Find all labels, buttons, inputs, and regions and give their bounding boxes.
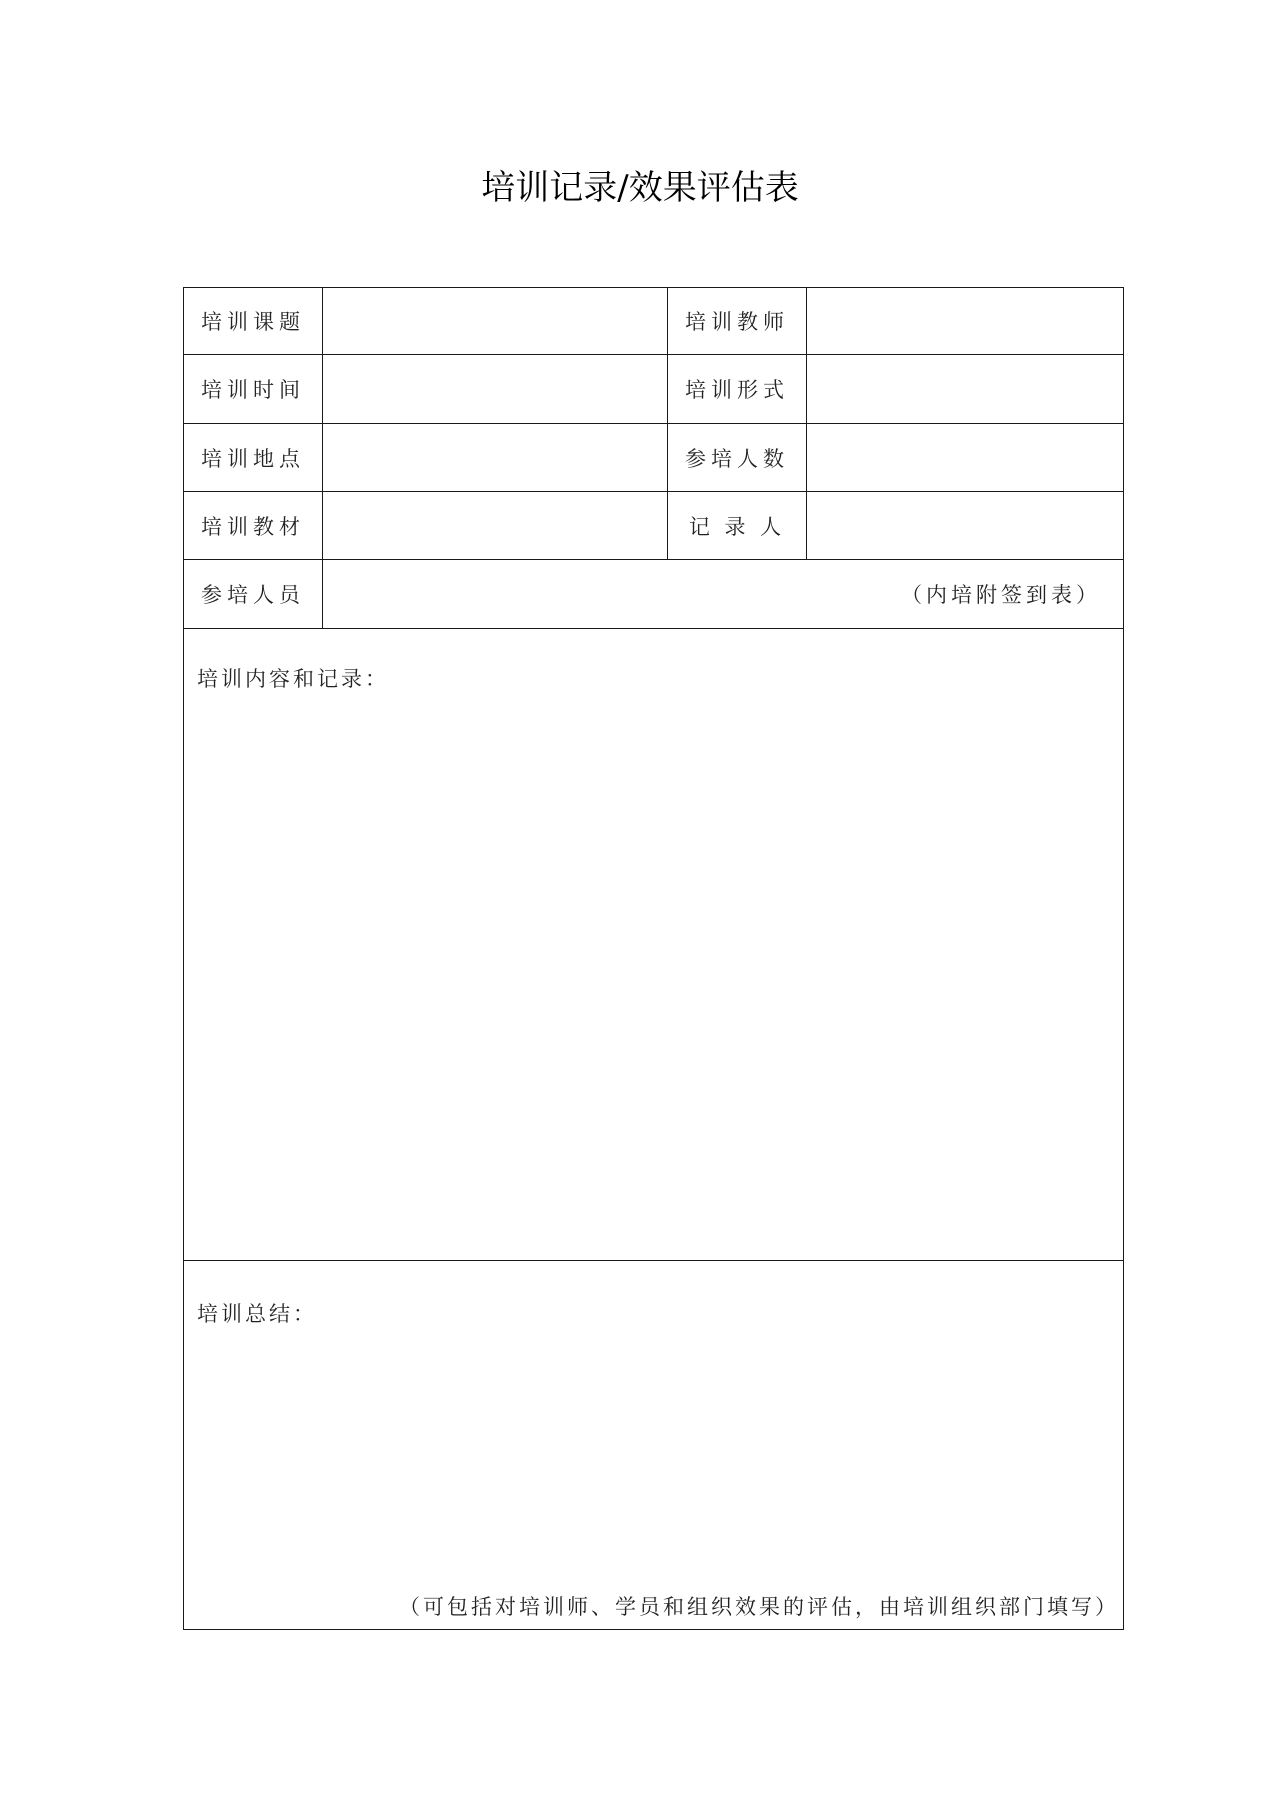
field-training-teacher[interactable] <box>807 288 1123 354</box>
training-summary-note: （可包括对培训师、学员和组织效果的评估，由培训组织部门填写） <box>399 1595 1119 1619</box>
label-training-topic: 培训课题 <box>184 288 323 354</box>
field-training-format[interactable] <box>807 355 1123 423</box>
field-participant-count[interactable] <box>807 424 1123 491</box>
page-title: 培训记录/效果评估表 <box>481 168 799 208</box>
training-summary-title: 培训总结： <box>197 1302 317 1326</box>
field-recorder[interactable] <box>807 492 1123 559</box>
label-training-location: 培训地点 <box>184 424 323 491</box>
field-training-location[interactable] <box>323 424 668 491</box>
label-training-format: 培训形式 <box>668 355 807 423</box>
label-training-teacher: 培训教师 <box>668 288 807 354</box>
training-summary-section[interactable] <box>184 1261 1123 1629</box>
label-recorder: 记 录 人 <box>668 492 807 559</box>
sign-in-sheet-note: （内培附签到表） <box>901 583 1101 607</box>
form-row-location-count <box>184 424 1123 492</box>
field-participants[interactable] <box>323 560 1123 628</box>
form-row-materials-recorder <box>184 492 1123 560</box>
label-training-materials: 培训教材 <box>184 492 323 559</box>
form-row-participants <box>184 560 1123 629</box>
label-training-time: 培训时间 <box>184 355 323 423</box>
training-content-section[interactable] <box>184 629 1123 1261</box>
field-training-time[interactable] <box>323 355 668 423</box>
form-row-topic-teacher <box>184 288 1123 355</box>
label-participant-count: 参培人数 <box>668 424 807 491</box>
training-record-form <box>183 287 1124 1630</box>
label-participants: 参培人员 <box>184 560 323 628</box>
field-training-topic[interactable] <box>323 288 668 354</box>
form-row-time-format <box>184 355 1123 424</box>
field-training-materials[interactable] <box>323 492 668 559</box>
training-content-title: 培训内容和记录： <box>197 667 389 691</box>
